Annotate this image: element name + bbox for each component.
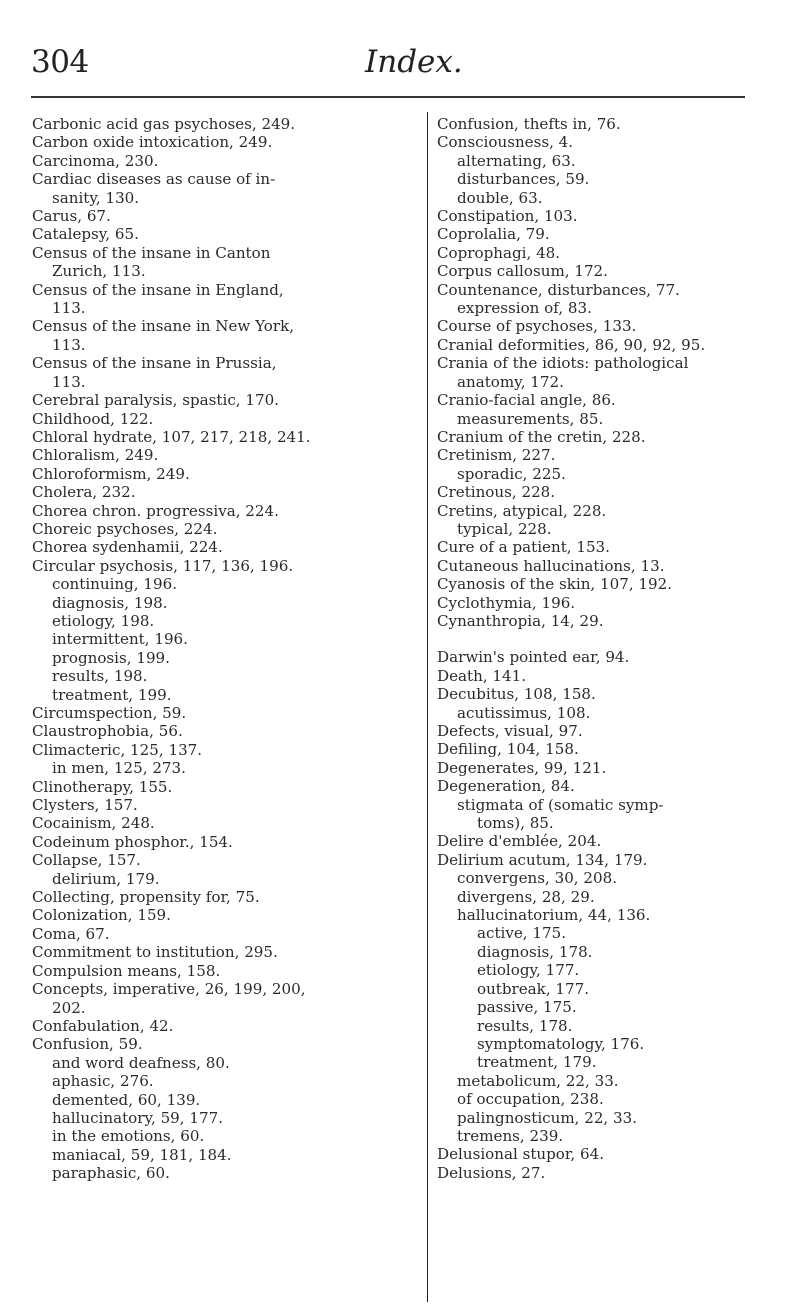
index-subentry: measurements, 85. xyxy=(457,409,604,428)
index-subentry: disturbances, 59. xyxy=(457,170,590,189)
index-entry: Confusion, thefts in, 76. xyxy=(437,115,621,133)
section-gap xyxy=(437,630,767,648)
index-entry: Defiling, 104, 158. xyxy=(437,740,579,759)
index-subentry: active, 175. xyxy=(477,924,567,943)
index-entry: Catalepsy, 65. xyxy=(32,225,139,244)
index-entry: Circumspection, 59. xyxy=(32,704,187,722)
index-entry: Coprolalia, 79. xyxy=(437,225,550,244)
index-entry: Cretinism, 227. xyxy=(437,446,556,465)
index-subentry: sanity, 130. xyxy=(52,188,140,207)
index-entry: Clinotherapy, 155. xyxy=(32,777,173,796)
index-entry: Corpus callosum, 172. xyxy=(437,262,608,281)
index-entry: Cure of a patient, 153. xyxy=(437,538,610,557)
index-subentry: in the emotions, 60. xyxy=(52,1127,205,1146)
index-entry: Commitment to institution, 295. xyxy=(32,943,278,962)
index-entry: Crania of the idiots: pathological xyxy=(437,354,689,373)
index-entry: Collecting, propensity for, 75. xyxy=(32,888,260,907)
index-subentry: treatment, 199. xyxy=(52,685,172,704)
index-entry: Delusions, 27. xyxy=(437,1163,546,1182)
index-entry: Cynanthropia, 14, 29. xyxy=(437,611,604,630)
index-subentry: maniacal, 59, 181, 184. xyxy=(52,1145,232,1164)
index-entry: Carcinoma, 230. xyxy=(32,151,159,170)
index-entry: Coma, 67. xyxy=(32,924,110,943)
index-subentry: hallucinatorium, 44, 136. xyxy=(457,906,651,925)
index-entry: Chloral hydrate, 107, 217, 218, 241. xyxy=(32,427,311,446)
index-entry: Degeneration, 84. xyxy=(437,777,575,796)
index-subentry: double, 63. xyxy=(457,188,543,207)
index-entry: Codeinum phosphor., 154. xyxy=(32,832,233,851)
page-header xyxy=(0,0,800,100)
index-subentry: divergens, 28, 29. xyxy=(457,887,595,906)
index-subentry: alternating, 63. xyxy=(457,151,576,170)
index-entry: Delusional stupor, 64. xyxy=(437,1145,605,1164)
index-entry: Chloroformism, 249. xyxy=(32,464,190,483)
index-entry: Cyclothymia, 196. xyxy=(437,593,576,612)
index-subentry: palingnosticum, 22, 33. xyxy=(457,1108,638,1127)
index-subentry: results, 198. xyxy=(52,667,148,686)
index-entry: Collapse, 157. xyxy=(32,851,141,870)
page-number: 304 xyxy=(31,44,89,80)
index-entry: Cholera, 232. xyxy=(32,483,136,502)
index-subentry: in men, 125, 273. xyxy=(52,759,186,778)
index-entry: Chloralism, 249. xyxy=(32,446,159,465)
header-rule xyxy=(31,96,745,98)
index-entry: Cerebral paralysis, spastic, 170. xyxy=(32,391,279,410)
index-entry: Degenerates, 99, 121. xyxy=(437,758,607,777)
index-subentry: paraphasic, 60. xyxy=(52,1164,170,1183)
index-entry: Confabulation, 42. xyxy=(32,1016,174,1035)
index-entry: Cranium of the cretin, 228. xyxy=(437,427,646,446)
index-entry: Cutaneous hallucinations, 13. xyxy=(437,556,665,575)
index-column-right xyxy=(437,115,767,1182)
index-subentry: and word deafness, 80. xyxy=(52,1053,230,1072)
index-subentry: tremens, 239. xyxy=(457,1126,564,1145)
index-entry: Census of the insane in Prussia, xyxy=(32,354,277,373)
index-subentry: hallucinatory, 59, 177. xyxy=(52,1108,223,1127)
index-entry: Cocainism, 248. xyxy=(32,814,155,833)
index-column-left xyxy=(32,115,412,1183)
index-entry: Census of the insane in Canton xyxy=(32,243,271,262)
index-entry: Childhood, 122. xyxy=(32,409,154,428)
index-subentry: toms), 85. xyxy=(477,814,554,833)
index-subentry: 113. xyxy=(52,299,86,318)
index-subentry: passive, 175. xyxy=(477,998,577,1017)
index-entry: Circular psychosis, 117, 136, 196. xyxy=(32,556,294,575)
index-entry: Coprophagi, 48. xyxy=(437,243,561,262)
index-entry: Carus, 67. xyxy=(32,207,111,226)
index-entry: Compulsion means, 158. xyxy=(32,961,221,980)
index-entry: Carbon oxide intoxication, 249. xyxy=(32,133,273,152)
index-subentry: acutissimus, 108. xyxy=(457,703,591,722)
index-subentry: diagnosis, 198. xyxy=(52,593,168,612)
index-subentry: outbreak, 177. xyxy=(477,979,590,998)
index-entry: Choreic psychoses, 224. xyxy=(32,519,218,538)
running-title: Index. xyxy=(365,44,463,80)
index-entry: Carbonic acid gas psychoses, 249. xyxy=(32,115,296,133)
index-entry: Climacteric, 125, 137. xyxy=(32,740,203,759)
index-entry: Clysters, 157. xyxy=(32,796,138,815)
index-entry: Decubitus, 108, 158. xyxy=(437,685,596,704)
index-subentry: aphasic, 276. xyxy=(52,1072,154,1091)
index-subentry: continuing, 196. xyxy=(52,575,178,594)
index-entry: Cranio-facial angle, 86. xyxy=(437,391,616,410)
index-entry: Confusion, 59. xyxy=(32,1035,143,1054)
index-entry: Cardiac diseases as cause of in- xyxy=(32,170,276,189)
index-entry: Claustrophobia, 56. xyxy=(32,722,183,741)
index-entry: Defects, visual, 97. xyxy=(437,722,583,740)
index-entry: Cranial deformities, 86, 90, 92, 95. xyxy=(437,335,706,354)
index-subentry: symptomatology, 176. xyxy=(477,1034,645,1053)
index-entry: Delirium acutum, 134, 179. xyxy=(437,850,648,869)
index-entry: Cyanosis of the skin, 107, 192. xyxy=(437,575,673,594)
index-subentry: intermittent, 196. xyxy=(52,630,188,649)
index-entry: Concepts, imperative, 26, 199, 200, xyxy=(32,980,306,999)
index-subentry: expression of, 83. xyxy=(457,299,592,318)
index-entry: Consciousness, 4. xyxy=(437,133,574,152)
index-entry: Chorea sydenhamii, 224. xyxy=(32,538,223,557)
index-entry: Death, 141. xyxy=(437,666,527,685)
index-subentry: sporadic, 225. xyxy=(457,464,566,483)
index-subentry: anatomy, 172. xyxy=(457,372,564,391)
index-subentry: stigmata of (somatic symp- xyxy=(457,795,664,814)
index-subentry: diagnosis, 178. xyxy=(477,942,593,961)
index-entry: Census of the insane in New York, xyxy=(32,317,295,336)
index-subentry: treatment, 179. xyxy=(477,1053,597,1072)
index-entry: Cretinous, 228. xyxy=(437,483,556,502)
index-entry: Countenance, disturbances, 77. xyxy=(437,280,680,299)
index-entry: Darwin's pointed ear, 94. xyxy=(437,648,630,667)
index-subentry: convergens, 30, 208. xyxy=(457,869,618,888)
index-subentry: 202. xyxy=(52,998,86,1017)
index-subentry: 113. xyxy=(52,335,86,354)
index-subentry: prognosis, 199. xyxy=(52,648,170,667)
index-entry: Cretins, atypical, 228. xyxy=(437,501,607,520)
index-entry: Colonization, 159. xyxy=(32,906,171,925)
index-subentry: etiology, 198. xyxy=(52,611,155,630)
index-entry: Census of the insane in England, xyxy=(32,280,284,299)
index-entry: Constipation, 103. xyxy=(437,207,578,226)
index-subentry: of occupation, 238. xyxy=(457,1090,604,1109)
index-subentry: metabolicum, 22, 33. xyxy=(457,1071,619,1090)
index-entry: Delire d'emblée, 204. xyxy=(437,832,602,851)
index-subentry: typical, 228. xyxy=(457,519,552,538)
index-subentry: results, 178. xyxy=(477,1016,573,1035)
index-entry: Course of psychoses, 133. xyxy=(437,317,637,336)
index-subentry: etiology, 177. xyxy=(477,961,580,980)
index-subentry: demented, 60, 139. xyxy=(52,1090,201,1109)
index-subentry: delirium, 179. xyxy=(52,869,160,888)
index-subentry: 113. xyxy=(52,372,86,391)
index-entry: Chorea chron. progressiva, 224. xyxy=(32,501,279,520)
column-divider xyxy=(427,112,428,1302)
index-subentry: Zurich, 113. xyxy=(52,262,146,281)
